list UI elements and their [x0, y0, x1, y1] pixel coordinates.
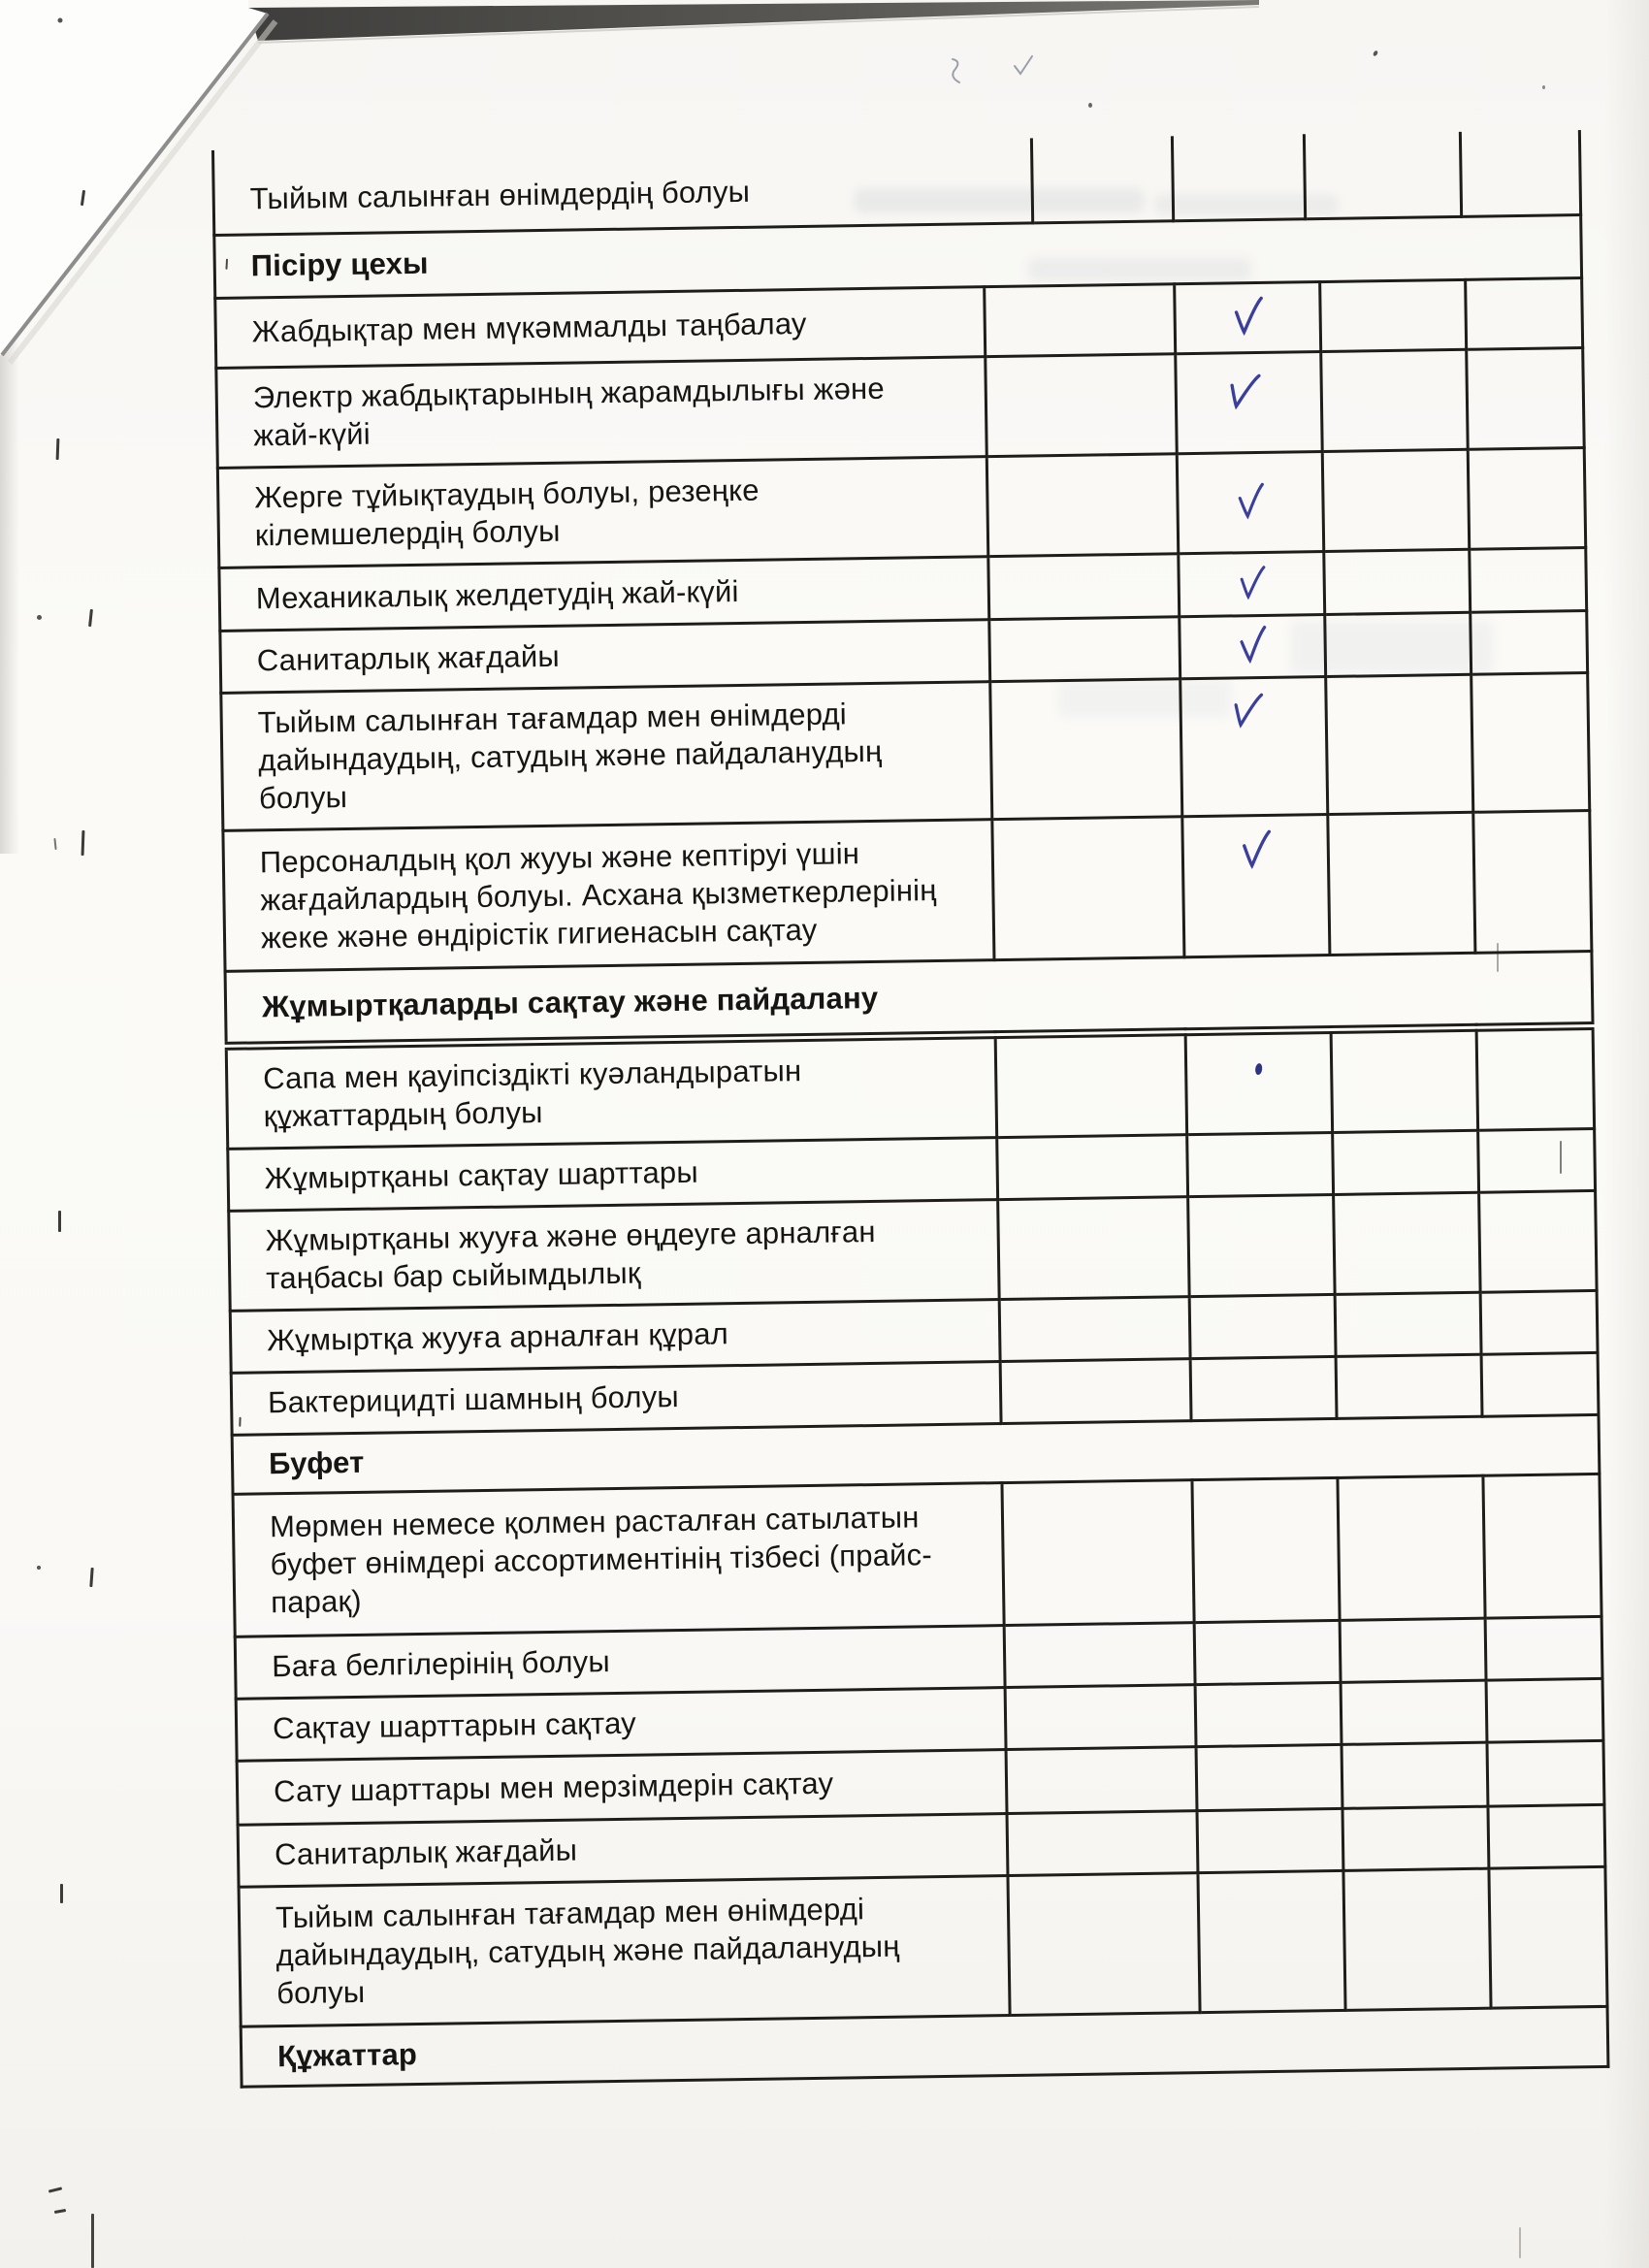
empty-cell [1005, 1685, 1196, 1750]
empty-cell [1489, 1866, 1607, 2008]
mark-cell [1185, 1029, 1333, 1134]
empty-cell [1483, 1474, 1601, 1618]
empty-cell [1466, 278, 1583, 350]
mark-cell [1196, 1744, 1342, 1810]
empty-cell [1335, 1292, 1481, 1356]
section-title: Құжаттар [241, 2006, 1608, 2087]
empty-cell [1304, 132, 1461, 218]
empty-cell [1007, 1811, 1198, 1876]
empty-cell [1324, 549, 1471, 614]
item-label: Персоналдың қол жууы және кептіруі үшін жағдайлардың болуы. Асхана қызметкерлерінің жеке және өндірістік гигиенасын сақтау [223, 820, 994, 972]
empty-cell [1004, 1623, 1195, 1688]
faint-pen-mark [945, 56, 974, 89]
handwritten-check-icon [1226, 687, 1266, 732]
faint-pen-mark [1011, 52, 1040, 81]
scan-speck [239, 1417, 241, 1427]
item-label: Сақтау шарттарын сақтау [236, 1688, 1006, 1762]
empty-cell [1471, 611, 1588, 675]
empty-cell [985, 284, 1176, 357]
empty-cell [995, 1032, 1187, 1138]
scan-speck [37, 1566, 41, 1570]
item-label: Механикалық желдетудің жай-күйі [219, 557, 989, 632]
empty-cell [1326, 674, 1473, 814]
empty-cell [992, 817, 1184, 960]
empty-cell [998, 1197, 1190, 1300]
handwritten-check-icon [1234, 481, 1266, 520]
mark-cell [1187, 1132, 1334, 1196]
scan-speck [37, 615, 42, 620]
empty-cell [1341, 1680, 1487, 1744]
item-label: Бактерицидті шамның болуы [231, 1362, 1001, 1436]
scan-mark [58, 1211, 61, 1232]
section-title: Жұмыртқаларды сақтау және пайдалану [225, 951, 1593, 1046]
empty-cell [1031, 136, 1173, 222]
mark-cell [1190, 1356, 1337, 1420]
empty-cell [986, 454, 1179, 557]
empty-cell [1342, 1742, 1488, 1808]
mark-cell [1189, 1294, 1336, 1358]
empty-cell [1478, 1128, 1596, 1192]
empty-cell [989, 617, 1180, 682]
empty-cell [1334, 1192, 1481, 1294]
checklist-table-area [211, 129, 1649, 2088]
item-label: Санитарлық жағдайы [220, 620, 990, 694]
mark-cell [1177, 452, 1324, 554]
section-title: Пісіру цехы [214, 216, 1582, 299]
mark-cell [1192, 1477, 1340, 1622]
mark-cell [1194, 1620, 1341, 1684]
empty-cell [1322, 449, 1470, 551]
scan-mark [54, 2209, 66, 2214]
handwritten-check-icon [1237, 827, 1274, 871]
empty-cell [1487, 1740, 1604, 1806]
empty-cell [1333, 1130, 1479, 1194]
item-label: Тыйым салынған тағамдар мен өнімдерді дайындаудың, сатудың және пайдаланудың болуы [221, 682, 992, 831]
mark-cell [1180, 615, 1326, 679]
empty-cell [1485, 1616, 1602, 1680]
mark-cell [1172, 134, 1305, 220]
item-label: Тыйым салынған өнімдердің болуы [212, 138, 1032, 235]
item-label: Санитарлық жағдайы [238, 1814, 1008, 1888]
empty-cell [1002, 1480, 1194, 1626]
empty-cell [1467, 348, 1585, 450]
empty-cell [988, 554, 1180, 620]
empty-cell [1320, 279, 1467, 351]
checklist-row [233, 1474, 1601, 1636]
empty-cell [1481, 1352, 1599, 1416]
empty-cell [1479, 1190, 1598, 1292]
checklist-row [239, 1866, 1607, 2026]
mark-cell [1175, 282, 1321, 354]
handwritten-check-icon [1221, 367, 1264, 414]
checklist-table [212, 216, 1609, 2089]
empty-cell [1331, 1027, 1478, 1132]
empty-cell [1328, 812, 1475, 955]
empty-cell [1460, 130, 1580, 216]
empty-cell [1343, 1868, 1491, 2010]
empty-cell [990, 679, 1182, 820]
item-label: Жерге тұйықтаудың болуы, резеңке кілемшелердің болуы [217, 457, 987, 568]
empty-cell [1336, 1354, 1482, 1418]
empty-cell [1342, 1806, 1489, 1870]
mark-cell [1197, 1808, 1343, 1872]
scan-speck [1542, 85, 1545, 89]
scan-mark [89, 1568, 93, 1587]
item-label: Жұмыртқаны жууға және өңдеуге арналған таңбасы бар сыйымдылық [229, 1200, 999, 1312]
handwritten-check-icon [1236, 625, 1269, 664]
scan-mark [48, 2187, 62, 2192]
empty-cell [997, 1135, 1188, 1200]
empty-cell [1488, 1804, 1605, 1868]
empty-cell [1471, 673, 1590, 813]
item-label: Сату шарттары мен мерзімдерін сақтау [237, 1750, 1007, 1826]
mark-cell [1180, 677, 1328, 817]
empty-cell [1340, 1618, 1486, 1682]
scan-speck [1088, 103, 1092, 108]
empty-cell [1325, 612, 1471, 676]
empty-cell [1338, 1475, 1485, 1620]
mark-cell [1198, 1870, 1345, 2012]
ink-dot [1254, 1062, 1262, 1075]
scan-mark [1519, 2227, 1521, 2258]
item-label: Сапа мен қауіпсіздікті куәландыратын құжаттардың болуы [226, 1035, 996, 1150]
mark-cell [1195, 1682, 1342, 1746]
scan-mark [60, 1884, 63, 1903]
item-label: Электр жабдықтарының жарамдылығы және жай-күйі [216, 357, 986, 469]
checklist-row [223, 810, 1592, 971]
scan-mark [81, 830, 85, 856]
empty-cell [1476, 1025, 1595, 1130]
checklist-row [226, 1025, 1594, 1149]
item-label: Мөрмен немесе қолмен расталған сатылатын буфет өнімдері ассортиментінің тізбесі (прайс-парақ) [233, 1483, 1004, 1637]
mark-cell [1188, 1194, 1336, 1296]
empty-cell [1000, 1359, 1191, 1424]
item-label: Жұмыртқаны сақтау шарттары [228, 1138, 998, 1212]
section-title: Буфет [232, 1414, 1600, 1494]
handwritten-check-icon [1229, 294, 1266, 338]
mark-cell [1179, 552, 1325, 617]
mark-cell [1176, 352, 1323, 454]
empty-cell [1470, 548, 1587, 613]
handwritten-check-icon [1235, 563, 1268, 601]
scanner-edge-strip [248, 0, 1259, 41]
empty-cell [1468, 448, 1586, 550]
empty-cell [1321, 349, 1469, 451]
empty-cell [1006, 1747, 1197, 1814]
item-label: Тыйым салынған тағамдар мен өнімдерді дайындаудың, сатудың және пайдаланудың болуы [239, 1876, 1010, 2027]
item-label: Жұмыртқа жууға арналған құрал [230, 1300, 1000, 1374]
scan-mark [53, 838, 56, 850]
checklist-row [221, 673, 1590, 831]
scan-mark [88, 609, 93, 627]
empty-cell [1486, 1678, 1603, 1742]
scan-mark [56, 438, 60, 460]
empty-cell [999, 1297, 1190, 1362]
empty-cell [1008, 1873, 1200, 2016]
scan-mark [91, 2214, 94, 2268]
empty-cell [986, 354, 1178, 457]
item-label: Баға белгілерінің болуы [235, 1626, 1005, 1700]
mark-cell [1182, 815, 1330, 957]
item-label: Жабдықтар мен мүкәммалды таңбалау [215, 287, 986, 369]
empty-cell [1473, 810, 1592, 953]
empty-cell [1480, 1290, 1598, 1354]
